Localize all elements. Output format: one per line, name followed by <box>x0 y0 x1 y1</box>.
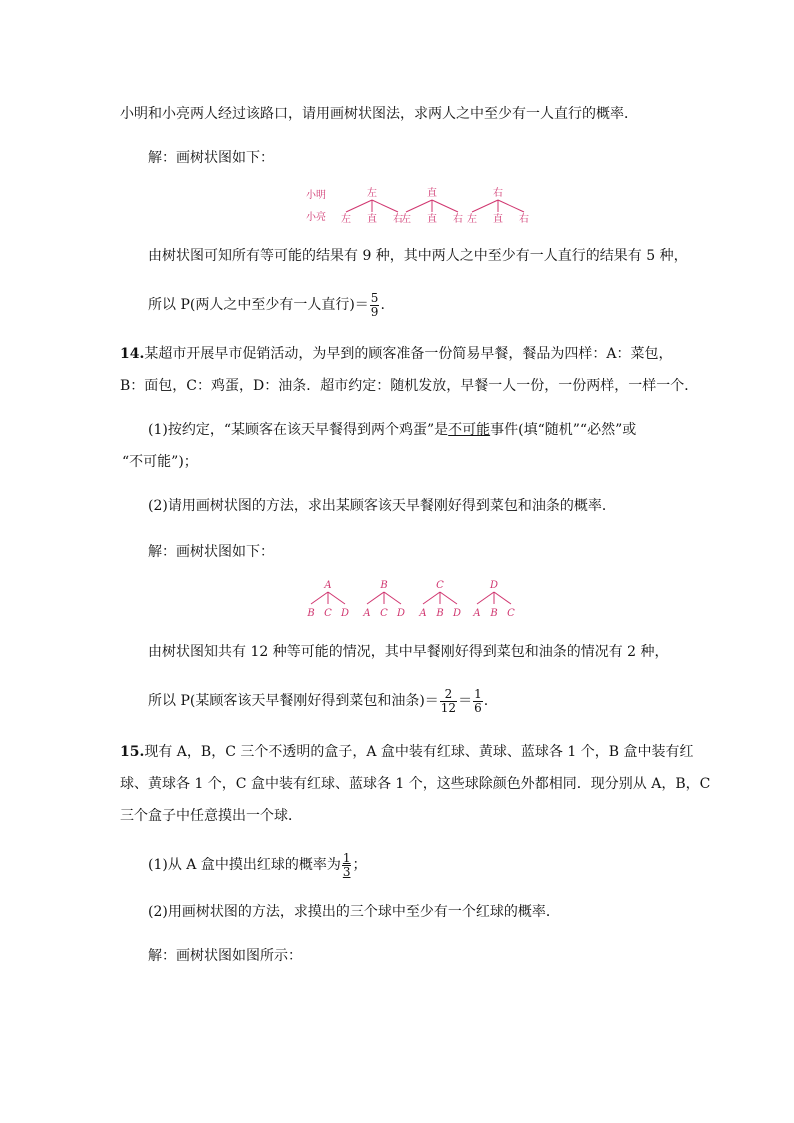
fraction: $\frac{2}{12}$ <box>440 686 457 715</box>
tree-row1-label: 小明 <box>306 190 326 201</box>
tree-child-node: D <box>396 608 406 619</box>
tree-branch <box>432 200 458 212</box>
tree-child-node: 右 <box>519 214 529 225</box>
tree-child-node: D <box>452 608 462 619</box>
tree-child-node: 左 <box>467 214 477 225</box>
q15-line1: 15.现有 A，B，C 三个不透明的盒子，A 盒中装有红球、黄球、蓝球各 1 个，B 盒中装有红 <box>120 744 694 760</box>
tree-child-node: C <box>380 608 388 619</box>
tree-child-node: A <box>473 608 481 619</box>
q13-probability: 所以 P(两人之中至少有一人直行)＝ $\frac{5}{9}$ . <box>148 290 385 319</box>
q15-line2: 球、黄球各 1 个，C 盒中装有红球、蓝球各 1 个，这些球除颜色外都相同．现分别从 A，B，C <box>120 776 711 792</box>
tree-branch <box>494 592 511 604</box>
tree-row2-label: 小亮 <box>306 212 326 223</box>
q14-sub1-line2: “不可能”)； <box>122 454 198 470</box>
q13-intro: 小明和小亮两人经过该路口，请用画树状图法，求两人之中至少有一人直行的概率． <box>120 106 638 122</box>
tree-branch <box>406 200 432 212</box>
tree-branch <box>440 592 457 604</box>
tree-parent-node: 左 <box>367 188 377 199</box>
q13-solution-label: 解：画树状图如下： <box>148 150 274 166</box>
fraction: $\frac{1}{6}$ <box>474 686 482 715</box>
tree-child-node: B <box>490 608 498 619</box>
q15-solution-label: 解：画树状图如图所示： <box>148 948 302 964</box>
tree-child-node: 右 <box>393 214 403 225</box>
tree-child-node: 直 <box>427 214 437 225</box>
tree-child-node: B <box>307 608 315 619</box>
q14-tree-diagram <box>300 574 520 624</box>
tree-branch <box>346 200 372 212</box>
q14-solution-label: 解：画树状图如下： <box>148 544 274 560</box>
fraction: $\frac{5}{9}$ <box>370 290 379 319</box>
tree-child-node: C <box>324 608 332 619</box>
q14-sub1: (1)按约定，“某顾客在该天早餐得到两个鸡蛋”是不可能事件(填“随机”“必然”或 <box>148 422 637 438</box>
fraction-answer: $\frac{1}{3}$ <box>342 850 351 879</box>
tree-parent-node: C <box>436 580 444 591</box>
q14-line1: 14.某超市开展早市促销活动，为早到的顾客准备一份简易早餐，餐品为四样：A：菜包， <box>120 346 673 362</box>
tree-branch <box>367 592 384 604</box>
question-number: 14. <box>120 346 145 362</box>
q13-conclusion: 由树状图可知所有等可能的结果有 9 种，其中两人之中至少有一人直行的结果有 5 种， <box>148 248 688 264</box>
tree-branch <box>372 200 398 212</box>
question-number: 15. <box>120 744 145 760</box>
tree-child-node: A <box>363 608 371 619</box>
tree-parent-node: B <box>380 580 388 591</box>
q15-sub1: (1)从 A 盒中摸出红球的概率为 $\frac{1}{3}$ ； <box>148 850 367 879</box>
tree-branch <box>328 592 345 604</box>
tree-child-node: B <box>436 608 444 619</box>
tree-branch <box>384 592 401 604</box>
q14-probability: 所以 P(某顾客该天早餐刚好得到菜包和油条)＝ $\frac{2}{12}$ ＝ $\frac{1}{6}$ . <box>148 686 489 715</box>
tree-branch <box>477 592 494 604</box>
q15-sub2: (2)用画树状图的方法，求摸出的三个球中至少有一个红球的概率． <box>148 904 560 920</box>
tree-child-node: 右 <box>453 214 463 225</box>
tree-parent-node: D <box>489 580 499 591</box>
q14-line2: B：面包，C：鸡蛋，D：油条．超市约定：随机发放，早餐一人一份，一份两样，一样一个． <box>120 378 699 394</box>
tree-child-node: A <box>419 608 427 619</box>
tree-child-node: 左 <box>341 214 351 225</box>
tree-branch <box>423 592 440 604</box>
tree-child-node: 直 <box>367 214 377 225</box>
tree-child-node: C <box>507 608 515 619</box>
answer-underlined: 不可能 <box>448 422 491 438</box>
tree-child-node: 左 <box>401 214 411 225</box>
tree-child-node: D <box>340 608 350 619</box>
q13-tree-diagram <box>290 180 550 230</box>
tree-child-node: 直 <box>493 214 503 225</box>
tree-parent-node: A <box>324 580 332 591</box>
q15-line3: 三个盒子中任意摸出一个球． <box>120 808 302 824</box>
q14-sub2: (2)请用画树状图的方法，求出某顾客该天早餐刚好得到菜包和油条的概率． <box>148 498 616 514</box>
tree-branch <box>311 592 328 604</box>
tree-branch <box>472 200 498 212</box>
tree-parent-node: 右 <box>493 188 503 199</box>
tree-parent-node: 直 <box>427 188 437 199</box>
tree-branch <box>498 200 524 212</box>
q14-conclusion: 由树状图知共有 12 种等可能的情况，其中早餐刚好得到菜包和油条的情况有 2 种， <box>148 644 669 660</box>
